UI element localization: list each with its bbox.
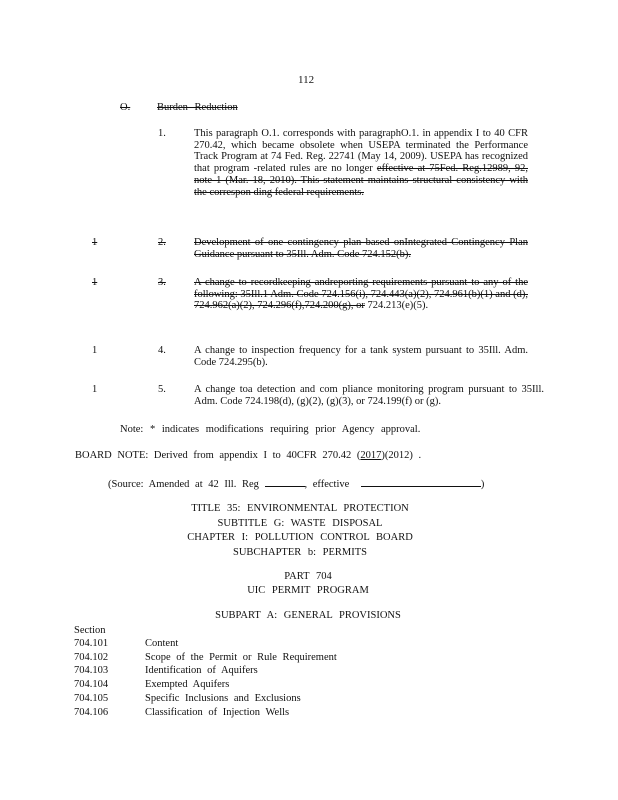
item-5-prefix: 1 [92,384,98,395]
title-line: TITLE 35: ENVIRONMENTAL PROTECTION [191,503,409,514]
section-o-title: Burden Reduction [157,102,238,113]
section-number: 704.103 [74,665,109,676]
item-2-prefix: 1 [92,237,98,248]
section-o-letter: O. [120,102,131,113]
item-1-number: 1. [158,128,166,139]
board-note-year-new: 2017 [360,450,382,461]
subtitle-line: SUBTITLE G: WASTE DISPOSAL [217,517,383,529]
item-1-text-plain: This paragraph O.1. corresponds with paragraphO.1. in appendix I to 40 CFR 270.42, which became obsolete when USEPA terminated the Performance Track Program at 74 Fed. Reg. 22741 (May 14, 2009). USEPA has recognized that program -related rules are no longer [194,128,528,175]
source-before: (Source: Amended at 42 Ill. Reg [108,479,259,490]
section-label: Section [74,625,106,636]
item-4-text: A change to inspection frequency for a tank system pursuant to 35Ill. Adm. Code 724.295(b). [194,345,528,368]
item-3-prefix: 1 [92,277,98,288]
title-heading-block [150,502,450,560]
item-4-number: 4. [158,345,166,356]
item-2-text: Development of one contingency plan based onIntegrated Contingency Plan Guidance pursuant to 35Ill. Adm. Code 724.152(b). [194,237,528,260]
section-number: 704.104 [74,679,109,690]
item-1-text [194,128,528,198]
source-line [108,476,484,490]
subpart-heading: SUBPART A: GENERAL PROVISIONS [215,610,401,621]
subchapter-line: SUBCHAPTER b: PERMITS [232,546,368,558]
section-title: Classification of Injection Wells [145,707,290,718]
note-text: Note: * indicates modifications requiring prior Agency approval. [120,424,421,435]
item-3-text-plain: 724.213(e)(5). [367,300,429,312]
item-5-number: 5. [158,384,166,395]
part-name: UIC PERMIT PROGRAM [247,585,369,596]
item-3-text [194,277,528,312]
section-title: Identification of Aquifers [145,665,258,676]
source-effective-blank [361,476,481,487]
page-number: 112 [298,74,315,86]
section-number: 704.106 [74,707,109,718]
item-3-text-struck: A change to recordkeeping andreporting requirements pursuant to any of the following: 35Ill.1 Adm. Code 724.156(i), 724.443(a)(2), 724.961(b)(1) and (d), 724.962(a)(2), 724.296(f),724.200(g), or [194,277,528,312]
board-note [75,450,421,461]
item-3-number: 3. [158,277,166,288]
section-title: Specific Inclusions and Exclusions [145,693,301,704]
section-title: Exempted Aquifers [145,679,230,690]
board-note-after: )(2012) . [381,450,422,461]
section-number: 704.101 [74,638,109,649]
section-number: 704.105 [74,693,109,704]
item-5-text: A change toa detection and com pliance monitoring program pursuant to 35Ill. Adm. Code 724.198(d), (g)(2), (g)(3), or 724.199(f) or (g). [194,384,544,407]
section-number: 704.102 [74,652,109,663]
item-4-prefix: 1 [92,345,98,356]
section-title: Scope of the Permit or Rule Requirement [145,652,337,663]
part-heading [150,570,466,598]
part-number: PART 704 [284,571,332,582]
item-1-text-struck: effective at 75Fed. Reg.12989, 92, note 1 (Mar. 18, 2010). This statement maintains structural consistency with the correspon ding federal requirements. [194,163,528,198]
section-title: Content [145,638,179,649]
item-2-number: 2. [158,237,166,248]
source-end: ) [480,479,485,490]
board-note-before: BOARD NOTE: Derived from appendix I to 40CFR 270.42 ( [75,450,361,461]
source-reg-blank [265,476,305,487]
source-mid: , effective [304,479,350,490]
chapter-line: CHAPTER I: POLLUTION CONTROL BOARD [187,532,413,543]
